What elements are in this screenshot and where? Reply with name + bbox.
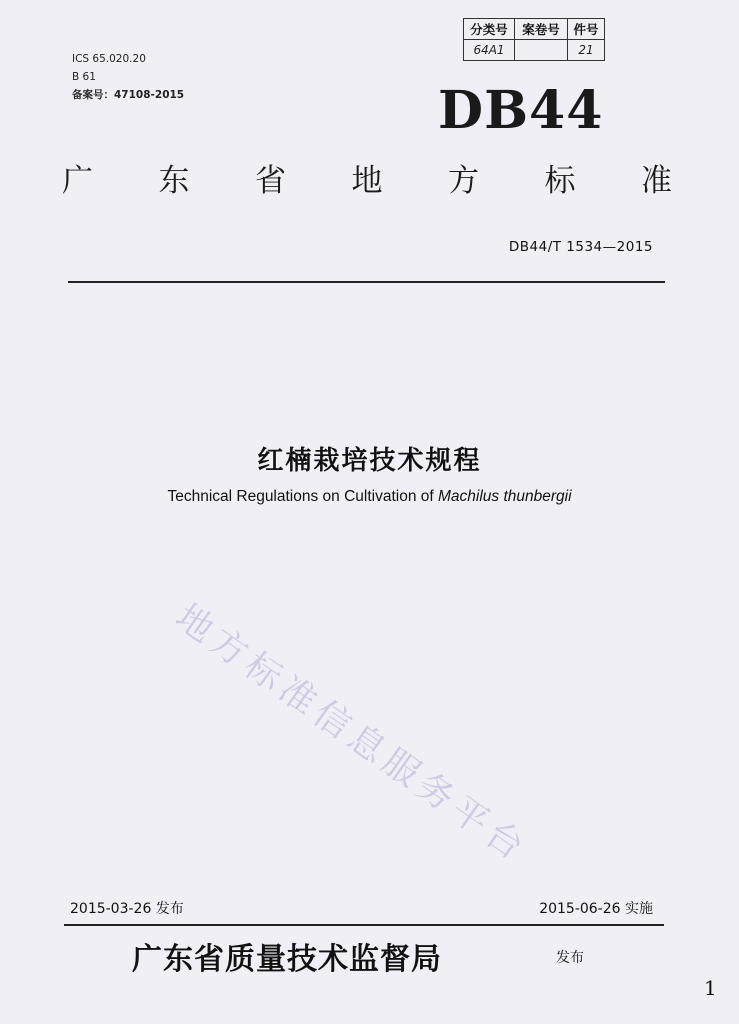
- standard-number: DB44/T 1534—2015: [508, 239, 653, 255]
- implementation-date: 2015-06-26 实施: [539, 901, 653, 917]
- stamp-header-category: 分类号: [464, 19, 515, 40]
- level-char: 方: [448, 163, 479, 199]
- species-name: Machilus thunbergii: [438, 488, 572, 505]
- english-title: [0, 488, 739, 506]
- watermark: 地方标准信息服务平台: [167, 596, 536, 872]
- issuing-authority: 广东省质量技术监督局: [132, 942, 442, 977]
- ics-code: ICS 65.020.20: [72, 53, 146, 65]
- issued-label: 发布: [556, 950, 584, 966]
- stamp-value-volume: [515, 40, 568, 61]
- ccs-code: B 61: [72, 71, 96, 83]
- level-char: 广: [62, 163, 93, 199]
- issue-date: 2015-03-26 发布: [70, 901, 184, 917]
- stamp-header-volume: 案卷号: [515, 19, 568, 40]
- page-number: 1: [704, 976, 717, 1000]
- record-number: 备案号：47108-2015: [72, 89, 185, 101]
- chinese-title: 红楠栽培技术规程: [257, 446, 482, 476]
- stamp-header-item: 件号: [568, 19, 605, 40]
- english-title-text: Technical Regulations on Cultivation of: [167, 488, 438, 505]
- level-char: 省: [255, 163, 286, 199]
- top-divider: [68, 281, 665, 283]
- level-char: 东: [158, 163, 190, 199]
- stamp-value-item: 21: [568, 40, 605, 61]
- level-char: 准: [641, 163, 672, 199]
- level-char: 地: [351, 163, 383, 199]
- archive-stamp: [463, 18, 605, 61]
- standard-code: DB44: [438, 80, 604, 141]
- stamp-value-category: 64A1: [464, 40, 515, 61]
- bottom-divider: [64, 924, 664, 926]
- standard-level-title: [62, 163, 672, 199]
- level-char: 标: [544, 163, 576, 199]
